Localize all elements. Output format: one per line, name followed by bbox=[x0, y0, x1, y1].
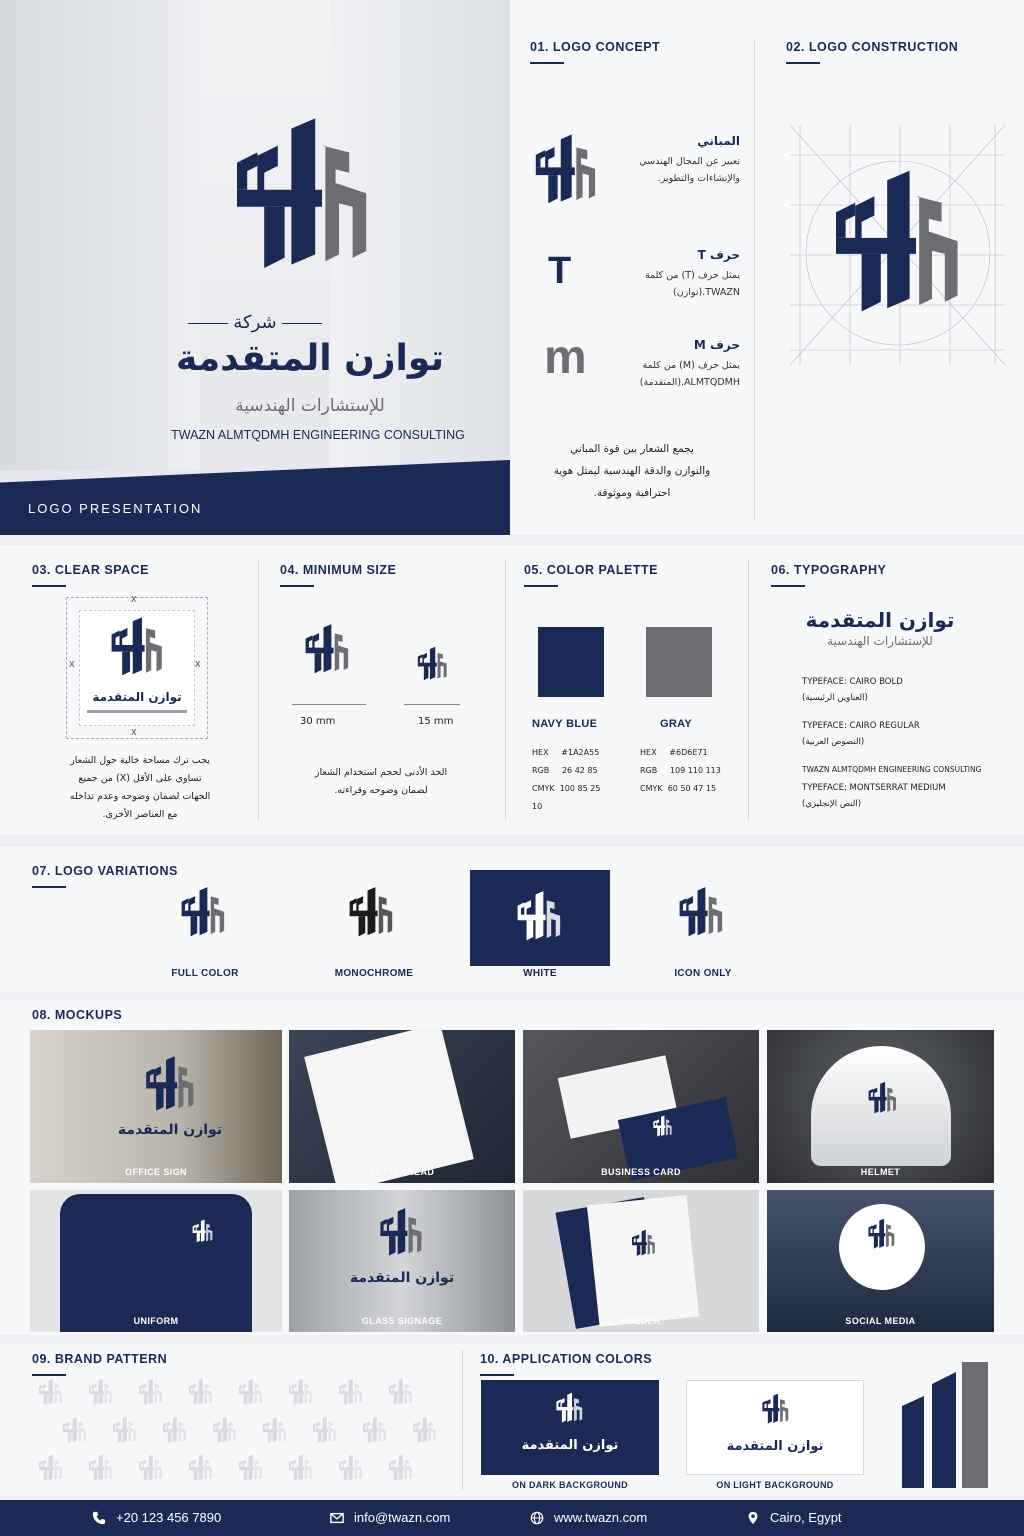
t-glyph: T bbox=[548, 250, 572, 292]
pattern-logo bbox=[336, 1452, 366, 1486]
pattern-logo bbox=[36, 1376, 66, 1410]
pattern-logo bbox=[186, 1452, 216, 1486]
hero-logo bbox=[220, 90, 390, 310]
english-name: TWAZN ALMTQDMH ENGINEERING CONSULTING bbox=[171, 428, 465, 442]
type-sample-sub: للإستشارات الهندسية bbox=[827, 634, 933, 648]
construction-title: 02. LOGO CONSTRUCTION bbox=[786, 40, 959, 54]
concept-title: 01. LOGO CONCEPT bbox=[530, 40, 661, 54]
variation-full-color bbox=[176, 876, 232, 952]
mail-icon bbox=[330, 1511, 344, 1525]
variation-white bbox=[512, 880, 568, 956]
footer-location bbox=[746, 1510, 842, 1525]
mockup-uniform bbox=[30, 1190, 282, 1332]
pattern-logo bbox=[360, 1414, 390, 1448]
app-light-label: ON LIGHT BACKGROUND bbox=[716, 1480, 834, 1490]
pattern-logo bbox=[136, 1452, 166, 1486]
concept-summary: يجمع الشعار بين قوة المباني والتوازن والدقة الهندسية ليمثل هوية احترافية وموثوقة. bbox=[553, 443, 711, 499]
pattern-logo bbox=[236, 1376, 266, 1410]
clearspace-section bbox=[32, 563, 149, 587]
mockup-label-business-card: BUSINESS CARD bbox=[601, 1167, 681, 1177]
mockup-folder bbox=[523, 1190, 759, 1332]
variation-label-full-color: FULL COLOR bbox=[171, 968, 239, 979]
mockup-label-letterhead: LETTERHEAD bbox=[369, 1167, 435, 1177]
palette-section bbox=[524, 563, 658, 587]
company-prefix: شركة bbox=[0, 312, 510, 333]
concept-item-t: حرف T يمثل حرف (T) من كلمة TWAZN.(توازن) bbox=[644, 248, 740, 298]
construction-section bbox=[786, 40, 958, 64]
mockup-helmet bbox=[767, 1030, 994, 1183]
pattern-logo bbox=[36, 1452, 66, 1486]
footer bbox=[0, 1500, 1024, 1536]
variation-icon-only bbox=[674, 876, 730, 952]
footer-email[interactable] bbox=[330, 1510, 450, 1525]
logo-15mm bbox=[414, 642, 452, 688]
pattern-logo bbox=[160, 1414, 190, 1448]
mockup-label-uniform: UNIFORM bbox=[133, 1316, 179, 1326]
app-dark-bg: توازن المتقدمة bbox=[481, 1380, 659, 1475]
pattern-logo bbox=[336, 1376, 366, 1410]
mockup-label-folder: FOLDER bbox=[621, 1316, 661, 1326]
variation-label-white: WHITE bbox=[523, 968, 557, 979]
pattern-logo bbox=[286, 1376, 316, 1410]
concept-item-m: حرف M يمثل حرف (M) من كلمة ALMTQDMH.(المتقدمة) bbox=[639, 338, 740, 388]
mockup-label-helmet: HELMET bbox=[860, 1167, 901, 1177]
navy-spec: NAVY BLUE HEX #1A2A55 RGB 26 42 85 CMYK 100 85 25 10 bbox=[532, 718, 601, 811]
mockup-business-card bbox=[523, 1030, 759, 1183]
gray-spec: GRAY HEX #6D6E71 RGB 109 110 113 CMYK 60 50 47 15 bbox=[640, 718, 721, 793]
company-sub: للإستشارات الهندسية bbox=[235, 396, 385, 416]
mockup-social-media bbox=[767, 1190, 994, 1332]
mockup-office-sign: توازن المتقدمة OFFICE SIGN bbox=[30, 1030, 282, 1183]
variations-title: 07. LOGO VARIATIONS bbox=[32, 864, 178, 878]
pattern-logo bbox=[386, 1452, 416, 1486]
footer-web-text: www.twazn.com bbox=[554, 1510, 648, 1525]
concept-section bbox=[530, 40, 660, 64]
size-30mm: 30 mm bbox=[300, 716, 336, 727]
mockups-section bbox=[32, 1008, 122, 1032]
pattern-logo bbox=[136, 1376, 166, 1410]
pattern-logo bbox=[86, 1452, 116, 1486]
pattern-logo bbox=[310, 1414, 340, 1448]
logo-presentation-banner: LOGO PRESENTATION bbox=[28, 501, 203, 516]
pattern-logo bbox=[410, 1414, 440, 1448]
app-dark-label: ON DARK BACKGROUND bbox=[512, 1480, 628, 1490]
minsize-section bbox=[280, 563, 396, 587]
typography-title: 06. TYPOGRAPHY bbox=[771, 563, 887, 577]
m-glyph: m bbox=[544, 331, 587, 384]
variation-monochrome bbox=[344, 876, 400, 952]
variation-label-icon-only: ICON ONLY bbox=[674, 968, 732, 979]
application-section bbox=[480, 1352, 652, 1376]
variation-label-monochrome: MONOCHROME bbox=[334, 968, 414, 979]
clearspace-title: 03. CLEAR SPACE bbox=[32, 563, 150, 577]
mockup-label-glass-signage: GLASS SIGNAGE bbox=[361, 1316, 443, 1326]
concept-buildings-logo bbox=[528, 122, 606, 222]
minsize-text: الحد الأدنى لحجم استخدام الشعار لضمان وضوحه وقراءته. bbox=[314, 767, 448, 796]
pattern-logo bbox=[110, 1414, 140, 1448]
swatch-navy bbox=[538, 627, 604, 697]
footer-email-text: info@twazn.com bbox=[354, 1510, 451, 1525]
app-light-bg: توازن المتقدمة bbox=[686, 1380, 864, 1475]
minsize-title: 04. MINIMUM SIZE bbox=[280, 563, 397, 577]
typography-section bbox=[771, 563, 886, 587]
typography-specs: TYPEFACE: CAIRO BOLD (العناوين الرئيسية) TYPEFACE: CAIRO REGULAR (النصوص العربية) TWAZN ALMTQDMH ENGINEERING CONSULTING TYPEFACE: MONTSERRAT MEDIUM (النص الإنجليزي) bbox=[802, 677, 982, 809]
clearspace-text: يجب ترك مساحة خالية حول الشعار تساوي على الأقل (X) من جميع الجهات لضمان وضوحه وعدم تداخله مع العناصر الأخرى. bbox=[69, 755, 211, 820]
phone-icon bbox=[92, 1511, 106, 1525]
mockup-label-office-sign: OFFICE SIGN bbox=[125, 1167, 187, 1177]
hero-panel bbox=[0, 0, 510, 535]
footer-phone[interactable] bbox=[92, 1510, 221, 1525]
swatch-gray bbox=[646, 627, 712, 697]
construction-diagram bbox=[790, 125, 1005, 365]
company-name: توازن المتقدمة bbox=[176, 338, 444, 379]
brand-pattern bbox=[36, 1376, 446, 1492]
mockup-glass-signage: توازن المتقدمة GLASS SIGNAGE bbox=[289, 1190, 515, 1332]
pattern-logo bbox=[186, 1376, 216, 1410]
building-accent-graphic bbox=[900, 1360, 990, 1488]
application-title: 10. APPLICATION COLORS bbox=[480, 1352, 653, 1366]
logo-30mm bbox=[300, 618, 356, 684]
mockup-letterhead bbox=[289, 1030, 515, 1183]
mockup-label-social-media: SOCIAL MEDIA bbox=[845, 1316, 916, 1326]
palette-title: 05. COLOR PALETTE bbox=[524, 563, 658, 577]
globe-icon bbox=[530, 1511, 544, 1525]
clearspace-frame: توازن المتقدمة X X X X bbox=[66, 597, 208, 739]
pattern-logo bbox=[210, 1414, 240, 1448]
type-sample-main: توازن المتقدمة bbox=[805, 608, 955, 632]
size-15mm: 15 mm bbox=[418, 716, 454, 727]
pattern-logo bbox=[260, 1414, 290, 1448]
pattern-logo bbox=[86, 1376, 116, 1410]
location-pin-icon bbox=[746, 1511, 760, 1525]
variations-section bbox=[32, 864, 178, 888]
pattern-logo bbox=[236, 1452, 266, 1486]
footer-location-text: Cairo, Egypt bbox=[770, 1510, 842, 1525]
mockups-title: 08. MOCKUPS bbox=[32, 1008, 123, 1022]
pattern-logo bbox=[60, 1414, 90, 1448]
pattern-section bbox=[32, 1352, 167, 1376]
footer-web[interactable] bbox=[530, 1510, 647, 1525]
concept-item-buildings: المباني تعبير عن المجال الهندسي والإنشاءات والتطوير. bbox=[639, 134, 740, 184]
pattern-logo bbox=[286, 1452, 316, 1486]
pattern-title: 09. BRAND PATTERN bbox=[32, 1352, 168, 1366]
pattern-logo bbox=[386, 1376, 416, 1410]
footer-phone-text: +20 123 456 7890 bbox=[116, 1510, 222, 1525]
